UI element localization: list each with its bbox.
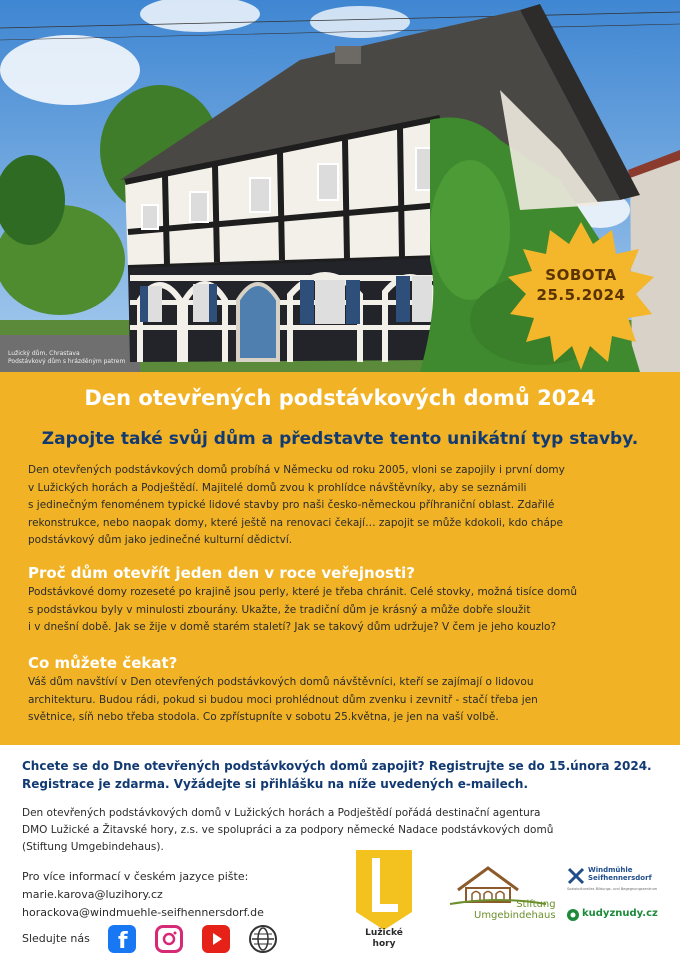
date-value: 25.5.2024	[536, 286, 626, 304]
event-date	[506, 265, 656, 305]
text-line: architekturu. Budou rádi, pokud si budou moci prohlédnout dům zvenku i zevnitř - stačí třeba jen	[28, 693, 538, 706]
text-line: Den otevřených podstávkových domů v Lužických horách a Podještědí pořádá destinační agentura	[22, 807, 541, 819]
luzicke-hory-logo	[356, 850, 412, 930]
text-line: (Stiftung Umgebindehaus).	[22, 841, 164, 853]
windmuehle-subtitle: Soziokulturelles Bildungs- und Begegnungszentrum	[567, 887, 658, 891]
windmuehle-wordmark	[588, 866, 652, 882]
instagram-icon[interactable]	[155, 925, 183, 953]
svg-text:f: f	[118, 929, 128, 953]
section-heading: Co můžete čekat?	[28, 654, 178, 672]
section-paragraph	[28, 674, 653, 727]
text-line: DMO Lužické a Žitavské hory, z.s. ve spolupráci a za podpory německé Nadace podstávkových domů	[22, 824, 554, 836]
kudyznudy-icon	[566, 908, 580, 922]
photo-caption	[8, 350, 125, 366]
email-link[interactable]: marie.karova@luzihory.cz	[22, 888, 163, 901]
windmill-icon	[567, 867, 585, 885]
text-line: Registrace je zdarma. Vyžádejte si přihlášku na níže uvedených e-mailech.	[22, 777, 529, 791]
logo-text: hory	[372, 939, 396, 949]
facebook-icon[interactable]	[108, 925, 136, 953]
youtube-icon[interactable]	[202, 925, 230, 953]
logo-text: Umgebindehaus	[474, 910, 556, 921]
section-heading: Proč dům otevřít jeden den v roce veřejnosti?	[28, 564, 415, 582]
contact-block	[22, 868, 264, 922]
text-line: v Lužických horách a Podještědí. Majitelé domů zvou k prohlídce návštěvníky, aby se seznámili	[28, 481, 527, 494]
organizer-paragraph	[22, 805, 642, 856]
text-line: Chcete se do Dne otevřených podstávkových domů zapojit? Registrujte se do 15.února 2024.	[22, 759, 652, 773]
page-title: Den otevřených podstávkových domů 2024	[84, 386, 596, 410]
globe-icon[interactable]	[249, 925, 277, 953]
kudyznudy-wordmark: kudyznudy.cz	[582, 908, 658, 919]
registration-notice	[22, 757, 662, 793]
follow-label: Sledujte nás	[22, 932, 90, 945]
page-subtitle: Zapojte také svůj dům a představte tento unikátní typ stavby.	[41, 429, 639, 449]
text-line: Den otevřených podstávkových domů probíhá v Německu od roku 2005, vloni se zapojily i první domy	[28, 464, 565, 476]
text-line: Váš dům navštíví v Den otevřených podstávkových domů návštěvníci, kteří se zajímají o lidovou	[28, 676, 534, 688]
text-line: i v dnešní době. Jak se žije v domě starém staletí? Jak se takový dům udržuje? V čem je jeho kouzlo?	[28, 621, 557, 633]
text-line: světnice, síň nebo třeba stodola. Co zpřístupníte v sobotu 25.května, je jen na vaší volbě.	[28, 711, 499, 723]
caption-line: Podstávkový dům s hrázděným patrem	[8, 358, 126, 365]
stiftung-wordmark	[474, 899, 556, 921]
text-line: podstávkový dům jako jedinečné kulturní dědictví.	[28, 534, 293, 546]
logo-text: Windmühle	[588, 866, 633, 874]
text-line: s jedinečným fenoménem typické lidové stavby pro naši česko-německou příhraniční oblast. Zdařilé	[28, 499, 555, 511]
logo-text: Seifhennersdorf	[588, 874, 652, 882]
logo-text: Lužické	[365, 928, 403, 938]
contact-label: Pro více informací v českém jazyce pište:	[22, 870, 249, 883]
intro-paragraph	[28, 462, 653, 550]
logo-text: Stiftung	[516, 899, 556, 910]
email-link[interactable]: horackova@windmuehle-seifhennersdorf.de	[22, 906, 264, 919]
section-paragraph	[28, 584, 653, 637]
text-line: s podstávkou byly v minulosti zbourány. Ukažte, že tradiční dům je krásný a může dobře sloužit	[28, 603, 531, 616]
caption-line: Lužický dům, Chrastava	[8, 350, 80, 357]
date-day: SOBOTA	[545, 266, 617, 284]
luzicke-hory-wordmark	[352, 928, 416, 950]
text-line: rekonstrukce, nebo naopak domy, které ještě na renovaci čekají… zapojit se může kdokoli, kdo chápe	[28, 516, 564, 529]
text-line: Podstávkové domy rozeseté po krajině jsou perly, které je třeba chránit. Celé stovky, možná tisíce domů	[28, 586, 577, 598]
